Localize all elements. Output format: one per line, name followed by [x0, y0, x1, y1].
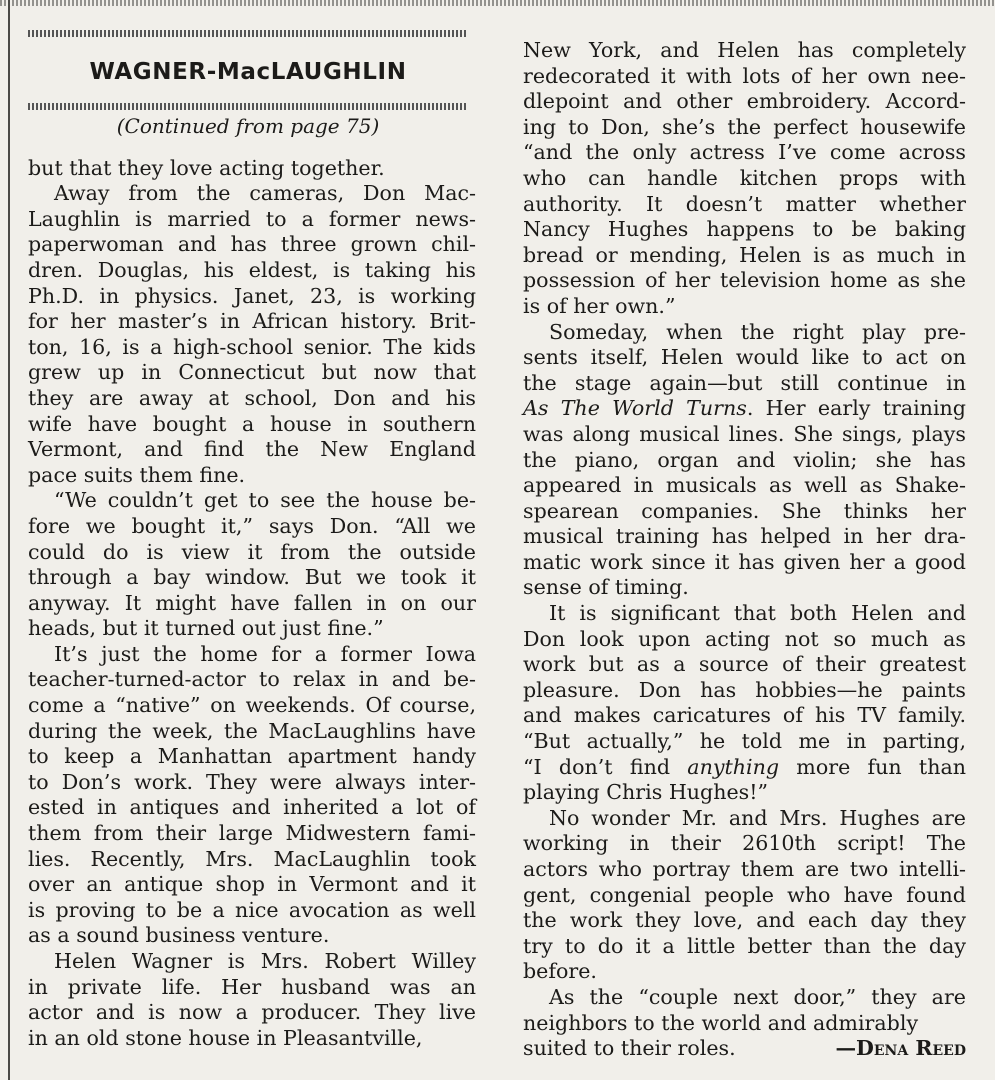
text-line: to keep a Manhattan apartment handy [28, 744, 476, 769]
text-line: bread or mending, Helen is as much in [523, 242, 966, 267]
text-line: is proving to be a nice avocation as well [28, 897, 476, 922]
headline-rule-top [28, 30, 468, 37]
text-line: come a “native” on weekends. Of course, [28, 693, 476, 718]
text-line: grew up in Connecticut but now that [28, 360, 476, 385]
text-line: Helen Wagner is Mrs. Robert Willey [54, 949, 476, 973]
text-line: but that they love acting together. [28, 155, 385, 180]
closing-byline [523, 1036, 966, 1062]
text-line: Ph.D. in physics. Janet, 23, is working [28, 283, 476, 308]
text-line: anyway. It might have fallen in on our [28, 590, 476, 615]
text-line: pleasure. Don has hobbies—he paints [523, 677, 966, 702]
continued-from-note: (Continued from page 75) [116, 114, 380, 138]
text-line: the work they love, and each day they [523, 908, 966, 933]
text-line: Nancy Hughes happens to be baking [523, 217, 966, 242]
text-line: Vermont, and find the New England [28, 437, 476, 462]
text-line: to Don’s work. They were always inter- [28, 769, 476, 794]
text-line: It’s just the home for a former Iowa [54, 641, 476, 666]
text-line: is of her own.” [523, 293, 676, 318]
article-paragraph [523, 985, 966, 1036]
text-line: authority. It doesn’t matter whether [523, 191, 966, 216]
text-line: dlepoint and other embroidery. Accord- [523, 89, 966, 114]
text-line: ested in antiques and inherited a lot of [28, 795, 476, 820]
text-line: for her master’s in African history. Brit- [28, 309, 476, 334]
text-line: No wonder Mr. and Mrs. Hughes are [549, 805, 966, 830]
text-line: actor and is now a producer. They live [28, 1000, 476, 1025]
left-column [28, 30, 476, 1051]
left-column-body [28, 156, 476, 1052]
text-line: “and the only actress I’ve come across [523, 140, 966, 165]
headline-rule-bottom [28, 103, 468, 110]
text-line: the stage again—but still continue in [523, 370, 966, 395]
text-line: try to do it a little better than the day [523, 933, 966, 958]
text-line: pace suits them fine. [28, 462, 246, 487]
text-line: the piano, organ and violin; she has [523, 447, 966, 472]
text-line: through a bay window. But we took it [28, 565, 476, 590]
article-paragraph [523, 320, 966, 602]
top-dotted-rule [0, 0, 995, 6]
text-line: “But actually,” he told me in parting, [523, 729, 966, 754]
article-paragraph [28, 949, 476, 1051]
article-paragraph [28, 181, 476, 488]
text-line: who can handle kitchen props with [523, 165, 966, 190]
text-line: playing Chris Hughes!” [523, 780, 769, 805]
article-paragraph [523, 38, 966, 320]
article-paragraph [523, 601, 966, 806]
text-line: sents itself, Helen would like to act on [523, 345, 966, 370]
text-line: musical training has helped in her dra- [523, 524, 966, 549]
text-line: Someday, when the right play pre- [549, 319, 966, 344]
text-line: Away from the cameras, Don Mac- [54, 181, 476, 206]
text-line: in private life. Her husband was an [28, 974, 476, 999]
article-paragraph [28, 488, 476, 642]
text-line: during the week, the MacLaughlins have [28, 718, 476, 743]
text-line: in an old stone house in Pleasantville, [28, 1025, 423, 1050]
text-line: dren. Douglas, his eldest, is taking his [28, 257, 476, 282]
text-line: could do is view it from the outside [28, 539, 476, 564]
text-line: paperwoman and has three grown chil- [28, 232, 476, 257]
article-paragraph [28, 642, 476, 949]
text-line: them from their large Midwestern fami- [28, 821, 476, 846]
text-line: “I don’t find anything more fun than [523, 754, 967, 779]
article-paragraph [28, 156, 476, 182]
text-line: fore we bought it,” says Don. “All we [28, 513, 476, 538]
text-line: neighbors to the world and admirably [523, 1010, 919, 1035]
right-column [523, 38, 966, 1062]
article-paragraph [523, 806, 966, 985]
author-signature: —Dena Reed [835, 1036, 966, 1061]
text-line: was along musical lines. She sings, plays [523, 421, 966, 446]
text-line: matic work since it has given her a good [523, 549, 966, 574]
text-line: Don look upon acting not so much as [523, 626, 966, 651]
text-line: redecorated it with lots of her own nee- [523, 63, 966, 88]
text-line: ton, 16, is a high-school senior. The kids [28, 334, 476, 359]
text-line: work but as a source of their greatest [523, 652, 966, 677]
text-line: As The World Turns. Her early training [523, 396, 966, 421]
text-line: Laughlin is married to a former news- [28, 206, 476, 231]
right-column-body [523, 38, 966, 1036]
article-headline: WAGNER-MacLAUGHLIN [89, 59, 407, 85]
text-line: lies. Recently, Mrs. MacLaughlin took [28, 846, 476, 871]
text-line: gent, congenial people who have found [523, 882, 966, 907]
text-line: over an antique shop in Vermont and it [28, 872, 476, 897]
text-line: working in their 2610th script! The [523, 831, 966, 856]
text-line: “We couldn’t get to see the house be- [54, 488, 476, 513]
text-line: they are away at school, Don and his [28, 385, 476, 410]
left-margin-rule [8, 0, 10, 1080]
text-line: before. [523, 959, 597, 984]
text-line: teacher-turned-actor to relax in and be- [28, 667, 476, 692]
text-line: and makes caricatures of his TV family. [523, 703, 966, 728]
closing-line: suited to their roles. [523, 1036, 736, 1061]
text-line: ing to Don, she’s the perfect housewife [523, 114, 966, 139]
text-line: spearean companies. She thinks her [523, 498, 966, 523]
text-line: It is significant that both Helen and [549, 601, 966, 626]
text-line: sense of timing. [523, 575, 689, 600]
text-line: appeared in musicals as well as Shake- [523, 473, 966, 498]
text-line: wife have bought a house in southern [28, 411, 476, 436]
text-line: As the “couple next door,” they are [549, 984, 966, 1009]
text-line: as a sound business venture. [28, 923, 330, 948]
text-line: New York, and Helen has completely [523, 38, 966, 62]
text-line: heads, but it turned out just fine.” [28, 616, 384, 641]
text-line: possession of her television home as she [523, 268, 966, 293]
text-line: actors who portray them are two intelli- [523, 857, 966, 881]
